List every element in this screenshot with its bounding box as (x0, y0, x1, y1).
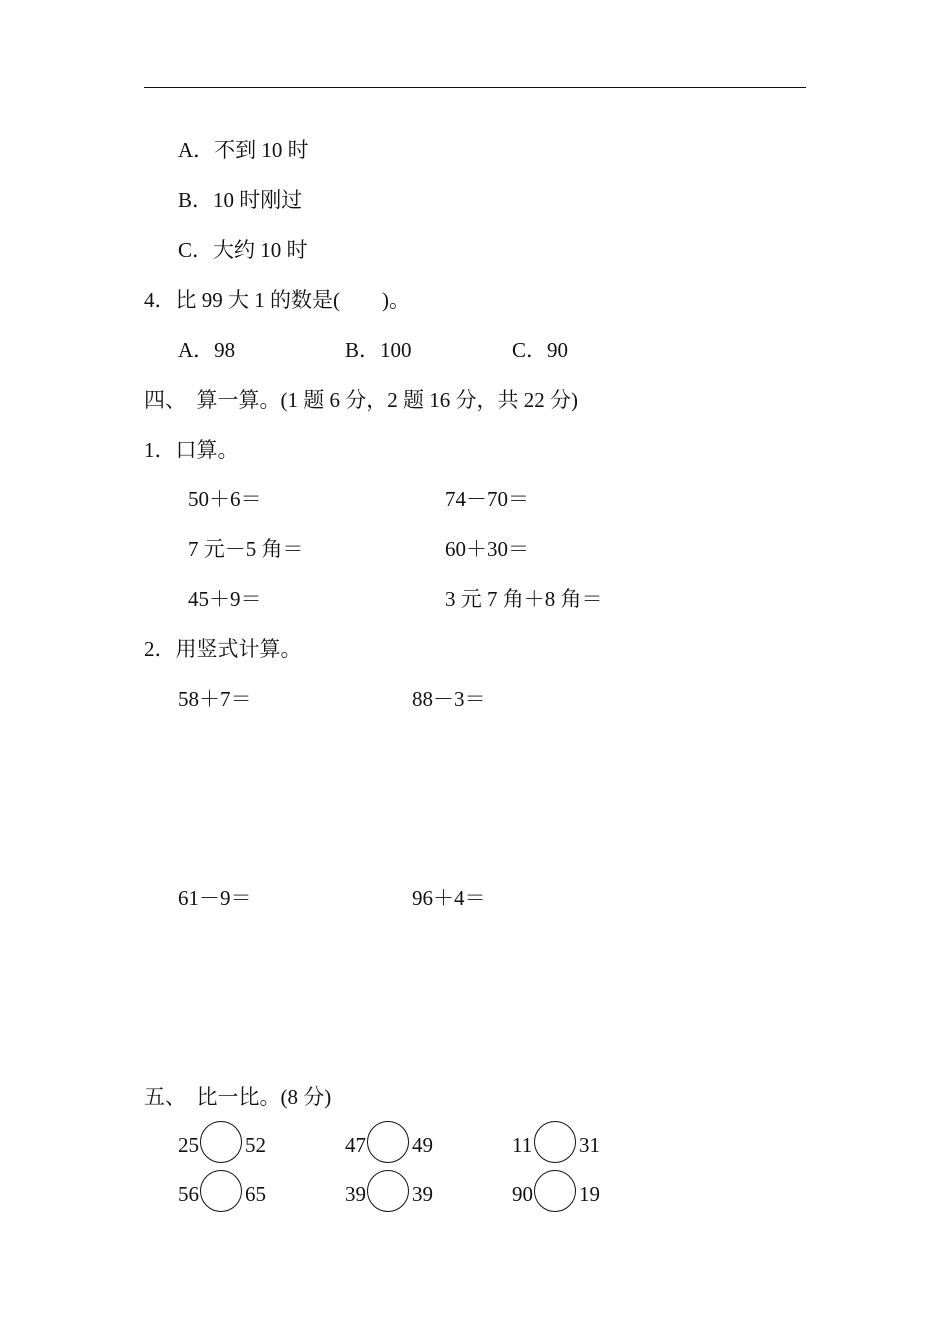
compare-right-number: 39 (412, 1182, 433, 1206)
section4-q1-title: 1．口算。 (144, 438, 239, 462)
compare-left-number: 90 (512, 1182, 533, 1206)
compare-left-number: 11 (512, 1133, 533, 1157)
section4-q2-title: 2．用竖式计算。 (144, 637, 302, 661)
compare-right-number: 31 (579, 1133, 600, 1157)
oral-calc-item: 74－70＝ (445, 487, 529, 511)
compare-item (512, 1170, 652, 1216)
q3-option-b: B．10 时刚过 (178, 188, 303, 212)
vertical-calc-item: 96＋4＝ (412, 886, 486, 910)
section4-heading: 四、 算一算。(1 题 6 分，2 题 16 分，共 22 分) (144, 388, 578, 412)
compare-right-number: 49 (412, 1133, 433, 1157)
compare-item (512, 1121, 652, 1167)
q3-option-c: C．大约 10 时 (178, 238, 308, 262)
compare-right-number: 52 (245, 1133, 266, 1157)
oral-calc-item: 50＋6＝ (188, 487, 262, 511)
q3-option-a: A．不到 10 时 (178, 138, 309, 162)
oral-calc-item: 3 元 7 角＋8 角＝ (445, 587, 603, 611)
compare-circle[interactable] (534, 1121, 576, 1163)
compare-circle[interactable] (200, 1170, 242, 1212)
q4-option-c: C．90 (512, 338, 569, 362)
oral-calc-item: 60＋30＝ (445, 537, 529, 561)
compare-row (0, 1170, 950, 1216)
compare-right-number: 65 (245, 1182, 266, 1206)
q4-option-b: B．100 (345, 338, 412, 362)
q4-option-a: A．98 (178, 338, 236, 362)
q4-stem: 4．比 99 大 1 的数是( )。 (144, 288, 410, 312)
compare-circle[interactable] (367, 1170, 409, 1212)
vertical-calc-item: 88－3＝ (412, 687, 486, 711)
compare-left-number: 25 (178, 1133, 199, 1157)
vertical-calc-item: 61－9＝ (178, 886, 252, 910)
compare-row (0, 1121, 950, 1167)
compare-item (345, 1121, 485, 1167)
compare-item (178, 1170, 318, 1216)
section5-heading: 五、 比一比。(8 分) (144, 1085, 332, 1109)
oral-calc-item: 7 元－5 角＝ (188, 537, 304, 561)
compare-left-number: 47 (345, 1133, 366, 1157)
header-rule (144, 87, 806, 88)
vertical-calc-item: 58＋7＝ (178, 687, 252, 711)
compare-left-number: 56 (178, 1182, 199, 1206)
compare-item (178, 1121, 318, 1167)
compare-circle[interactable] (534, 1170, 576, 1212)
compare-item (345, 1170, 485, 1216)
compare-right-number: 19 (579, 1182, 600, 1206)
compare-circle[interactable] (367, 1121, 409, 1163)
oral-calc-item: 45＋9＝ (188, 587, 262, 611)
compare-circle[interactable] (200, 1121, 242, 1163)
compare-left-number: 39 (345, 1182, 366, 1206)
